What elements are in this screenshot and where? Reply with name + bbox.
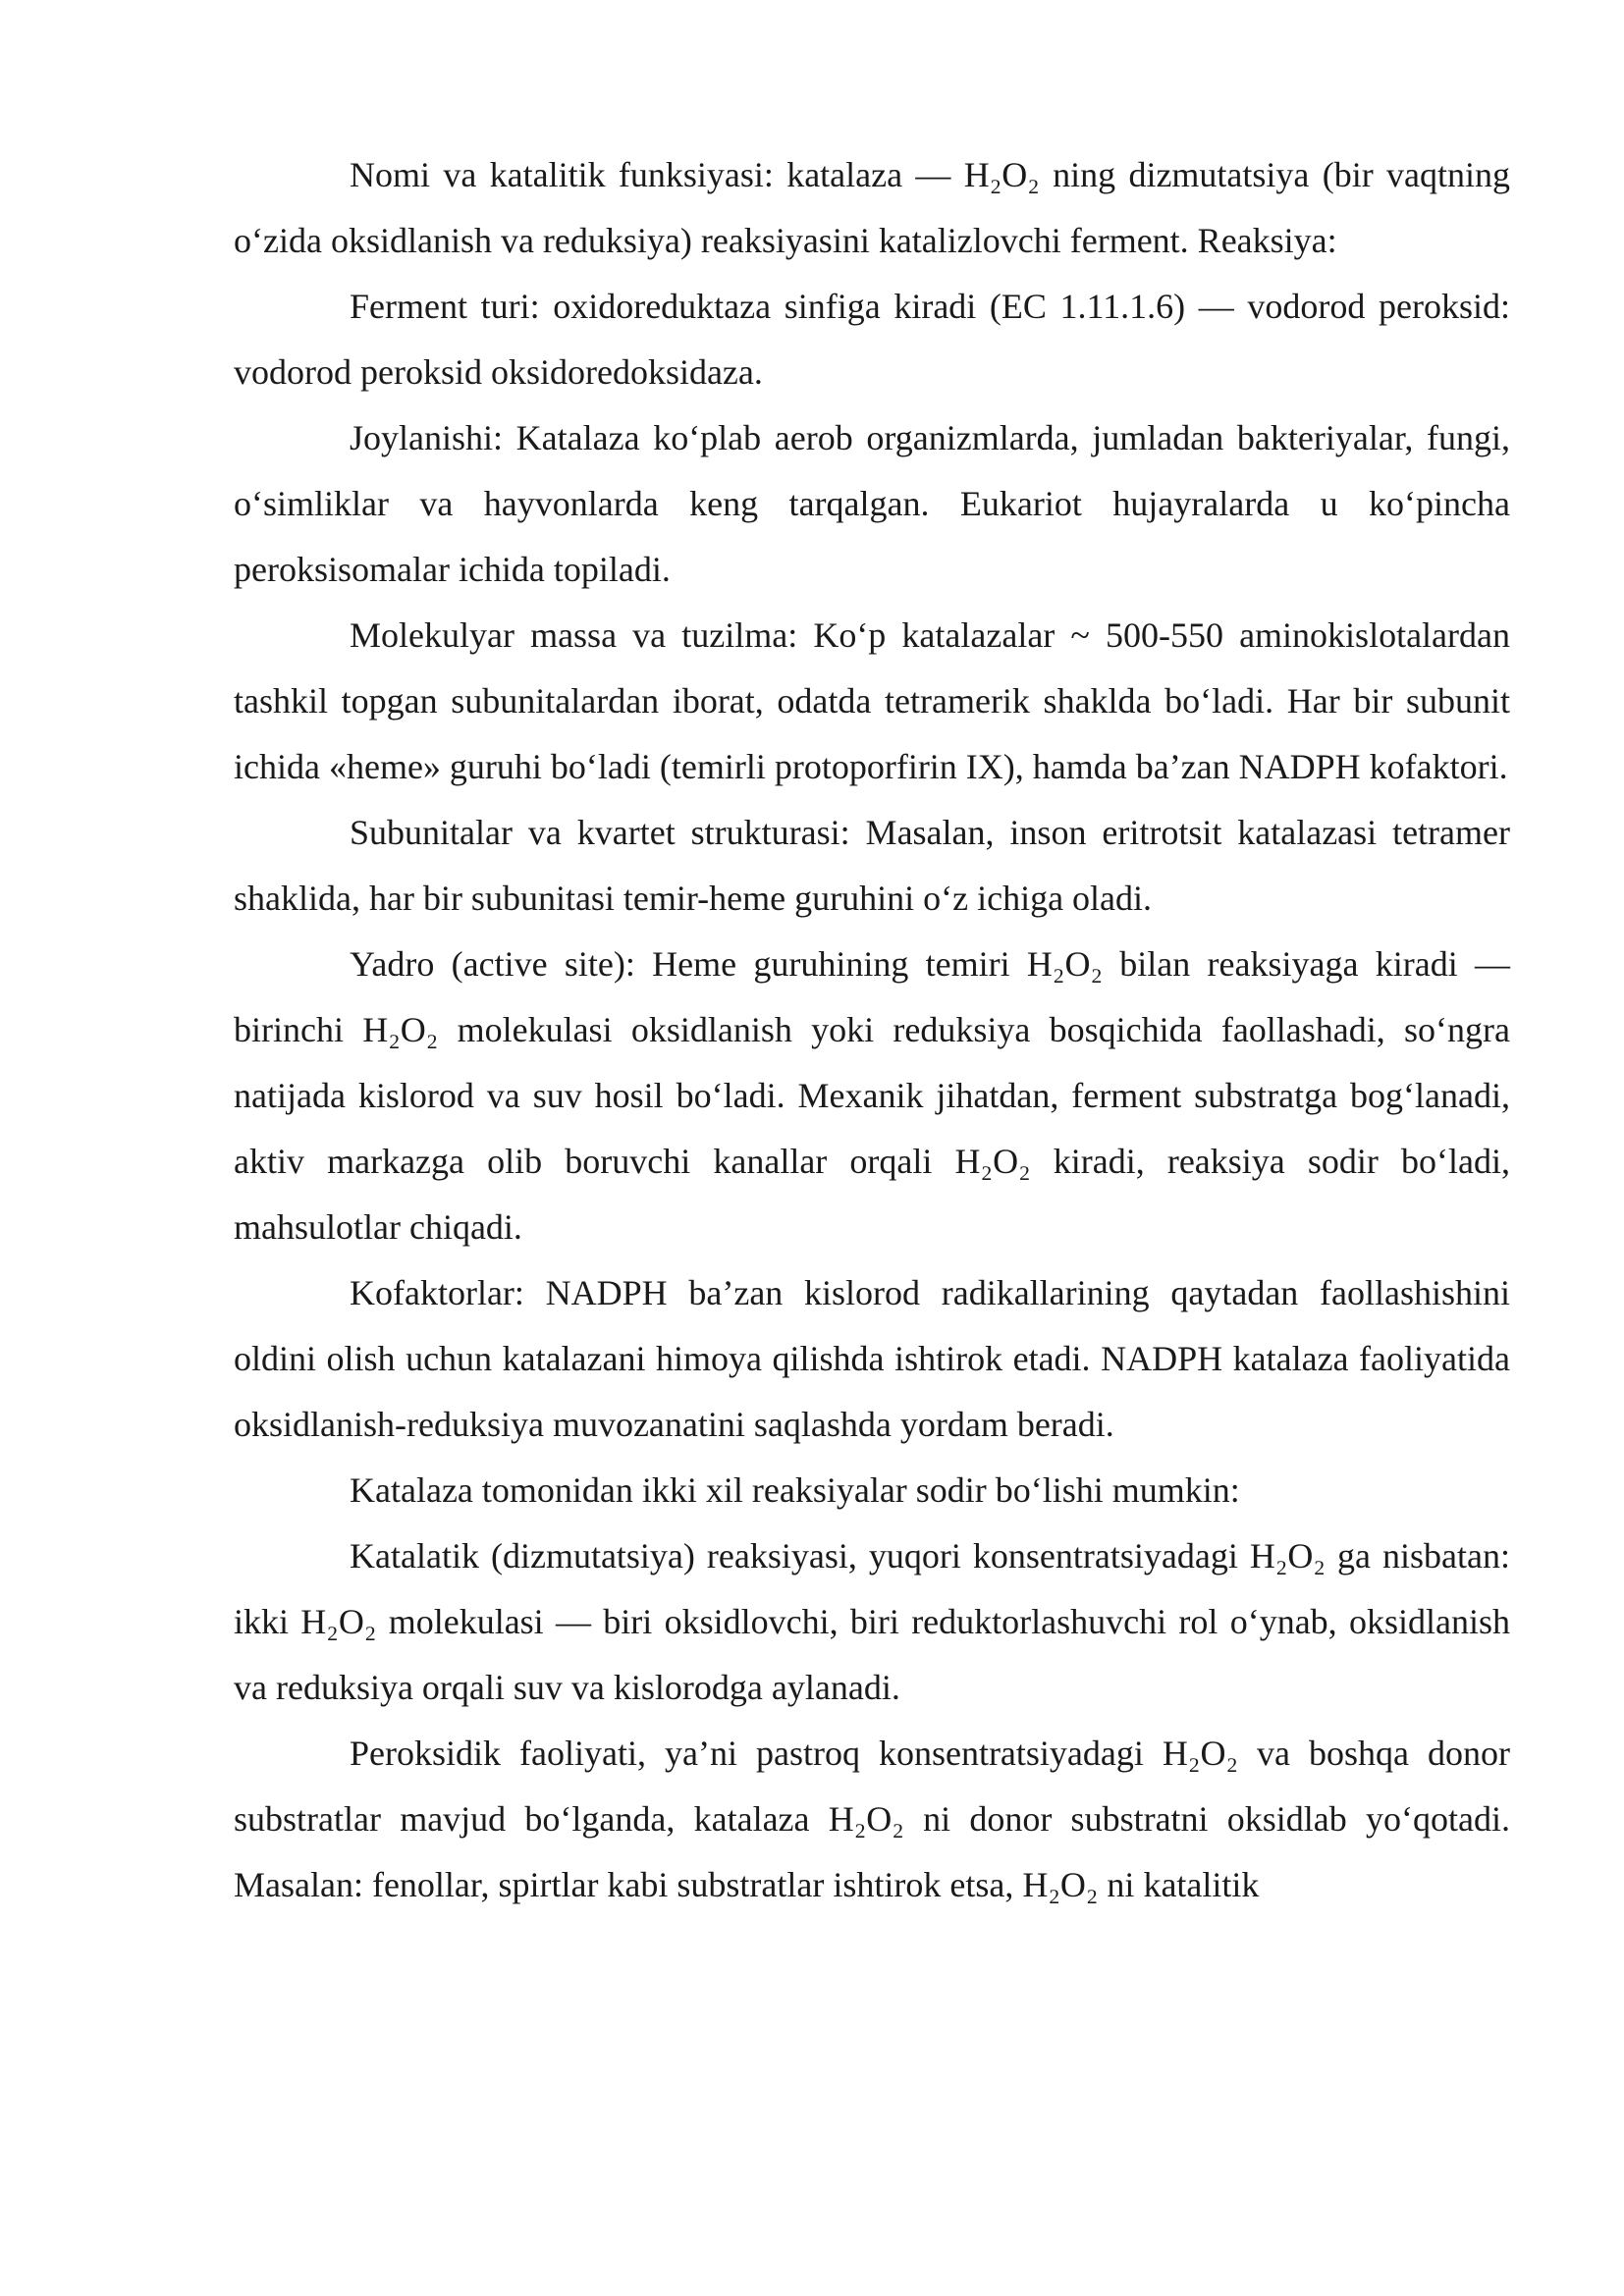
document-page [234,142,1510,1918]
paragraph-location: Joylanishi: Katalaza ko‘plab aerob organizmlarda, jumladan bakteriyalar, fungi, o‘simliklar va hayvonlarda keng tarqalgan. Eukariot hujayralarda u ko‘pincha peroksisomalar ichida topiladi. [234,418,1510,589]
paragraph-function: Nomi va katalitik funksiyasi: katalaza — H₂O₂ ning dizmutatsiya (bir vaqtning o‘zida oksidlanish va reduksiya) reaksiyasini katalizlovchi ferment. Reaksiya: [234,155,1510,260]
paragraph-catalatic: Katalatik (dizmutatsiya) reaksiyasi, yuqori konsentratsiyadagi H₂O₂ ga nisbatan: ikki H₂O₂ molekulasi — biri oksidlovchi, biri reduktorlashuvchi rol o‘ynab, oksidlanish va reduksiya orqali suv va kislorodga aylanadi. [234,1536,1510,1707]
paragraph-enzyme-type: Ferment turi: oxidoreduktaza sinfiga kiradi (EC 1.11.1.6) — vodorod peroksid: vodorod peroksid oksidoredoksidaza. [234,287,1510,392]
paragraph-peroxidatic: Peroksidik faoliyati, ya’ni pastroq konsentratsiyadagi H₂O₂ va boshqa donor substratlar mavjud bo‘lganda, katalaza H₂O₂ ni donor substratni oksidlab yo‘qotadi. Masalan: fenollar, spirtlar kabi substratlar ishtirok etsa, H₂O₂ ni katalitik [234,1734,1510,1904]
paragraph-reaction-types: Katalaza tomonidan ikki xil reaksiyalar sodir bo‘lishi mumkin: [350,1470,1240,1510]
paragraph-cofactors: Kofaktorlar: NADPH ba’zan kislorod radikallarining qaytadan faollashishini oldini olish uchun katalazani himoya qilishda ishtirok etadi. NADPH katalaza faoliyatida oksidlanish-reduksiya muvozanatini saqlashda yordam beradi. [234,1273,1510,1444]
paragraph-subunits: Subunitalar va kvartet strukturasi: Masalan, inson eritrotsit katalazasi tetramer shaklida, har bir subunitasi temir-heme guruhini o‘z ichiga oladi. [234,813,1510,918]
paragraph-molecular-mass: Molekulyar massa va tuzilma: Ko‘p katalazalar ~ 500-550 aminokislotalardan tashkil topgan subunitalardan iborat, odatda tetramerik shaklda bo‘ladi. Har bir subunit ichida «heme» guruhi bo‘ladi (temirli protoporfirin IX), hamda ba’zan NADPH kofaktori. [234,615,1510,786]
paragraph-active-site: Yadro (active site): Heme guruhining temiri H₂O₂ bilan reaksiyaga kiradi — birinchi H₂O₂ molekulasi oksidlanish yoki reduksiya bosqichida faollashadi, so‘ngra natijada kislorod va suv hosil bo‘ladi. Mexanik jihatdan, ferment substratga bog‘lanadi, aktiv markazga olib boruvchi kanallar orqali H₂O₂ kiradi, reaksiya sodir bo‘ladi, mahsulotlar chiqadi. [234,944,1510,1247]
